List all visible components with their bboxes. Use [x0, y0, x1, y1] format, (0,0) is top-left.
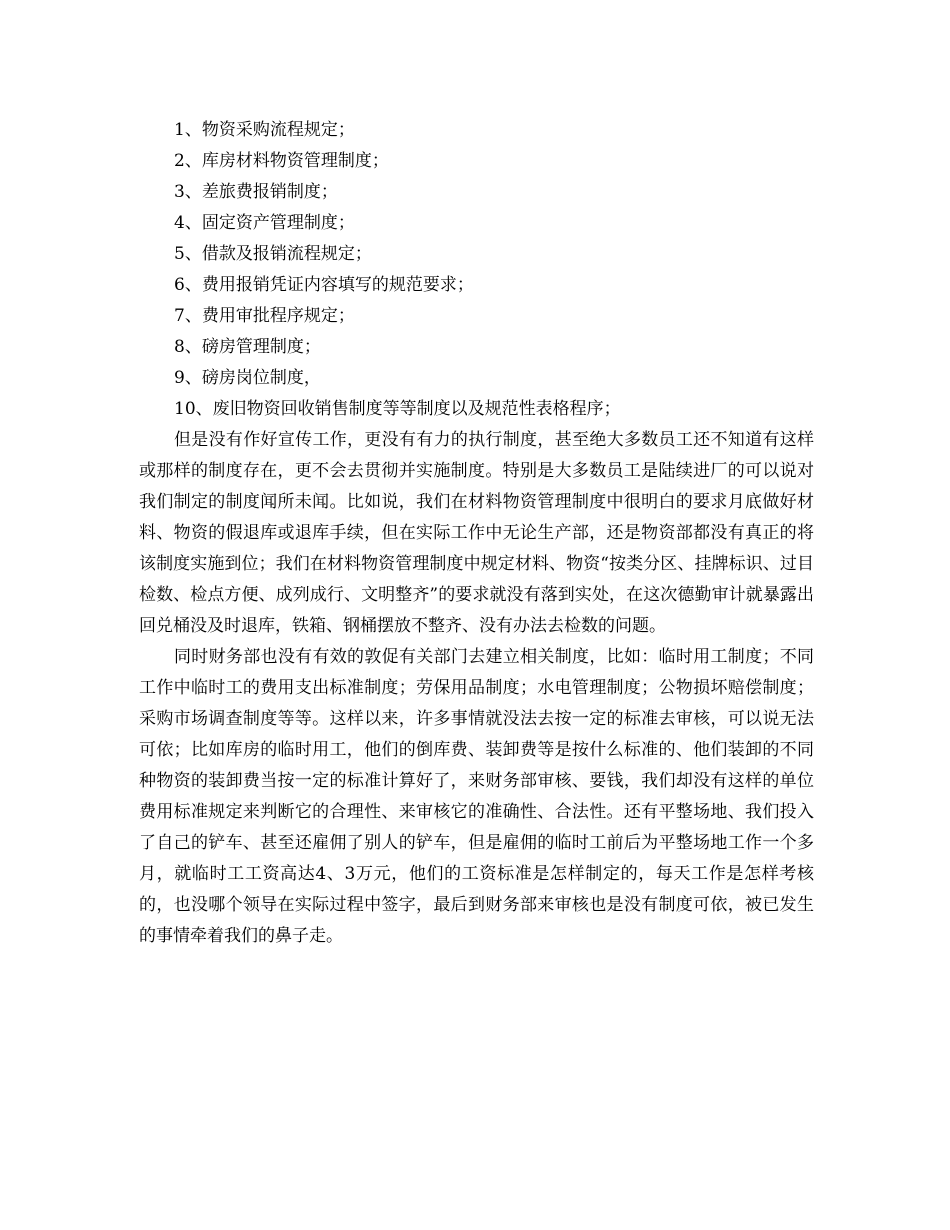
list-item: 10、废旧物资回收销售制度等等制度以及规范性表格程序；: [174, 399, 621, 419]
list-item: 7、费用审批程序规定；: [174, 306, 355, 326]
list-item: 8、磅房管理制度；: [174, 337, 321, 357]
list-item: 9、磅房岗位制度，: [174, 368, 321, 388]
regulation-list: [139, 115, 814, 425]
list-item: 5、借款及报销流程规定；: [174, 244, 372, 264]
list-item: 2、库房材料物资管理制度；: [174, 151, 389, 171]
document-body: [139, 115, 814, 952]
paragraph-finance: 同时财务部也没有有效的敦促有关部门去建立相关制度，比如：临时用工制度；不同工作中临时工的费用支出标准制度；劳保用品制度；水电管理制度；公物损坏赔偿制度；采购市场调查制度等等。这样以来，许多事情就没法去按一定的标准去审核，可以说无法可依；比如库房的临时用工，他们的倒库费、装卸费等是按什么标准的、他们装卸的不同种物资的装卸费当按一定的标准计算好了，来财务部审核、要钱，我们却没有这样的单位费用标准规定来判断它的合理性、来审核它的准确性、合法性。还有平整场地、我们投入了自己的铲车、甚至还雇佣了别人的铲车，但是雇佣的临时工前后为平整场地工作一个多月，就临时工工资高达4、3万元，他们的工资标准是怎样制定的，每天工作是怎样考核的，也没哪个领导在实际过程中签字，最后到财务部来审核也是没有制度可依，被已发生的事情牵着我们的鼻子走。: [139, 647, 814, 946]
list-item: 1、物资采购流程规定；: [174, 120, 355, 140]
list-item: 6、费用报销凭证内容填写的规范要求；: [174, 275, 474, 295]
paragraph-publicity: 但是没有作好宣传工作，更没有有力的执行制度，甚至绝大多数员工还不知道有这样或那样的制度存在，更不会去贯彻并实施制度。特别是大多数员工是陆续进厂的可以说对我们制定的制度闻所未闻。比如说，我们在材料物资管理制度中很明白的要求月底做好材料、物资的假退库或退库手续，但在实际工作中无论生产部，还是物资部都没有真正的将该制度实施到位；我们在材料物资管理制度中规定材料、物资“按类分区、挂牌标识、过目检数、检点方便、成列成行、文明整齐”的要求就没有落到实处，在这次德勤审计就暴露出回兑桶没及时退库，铁箱、钢桶摆放不整齐、没有办法去检数的问题。: [139, 430, 814, 636]
list-item: 3、差旅费报销制度；: [174, 182, 338, 202]
list-item: 4、固定资产管理制度；: [174, 213, 355, 233]
